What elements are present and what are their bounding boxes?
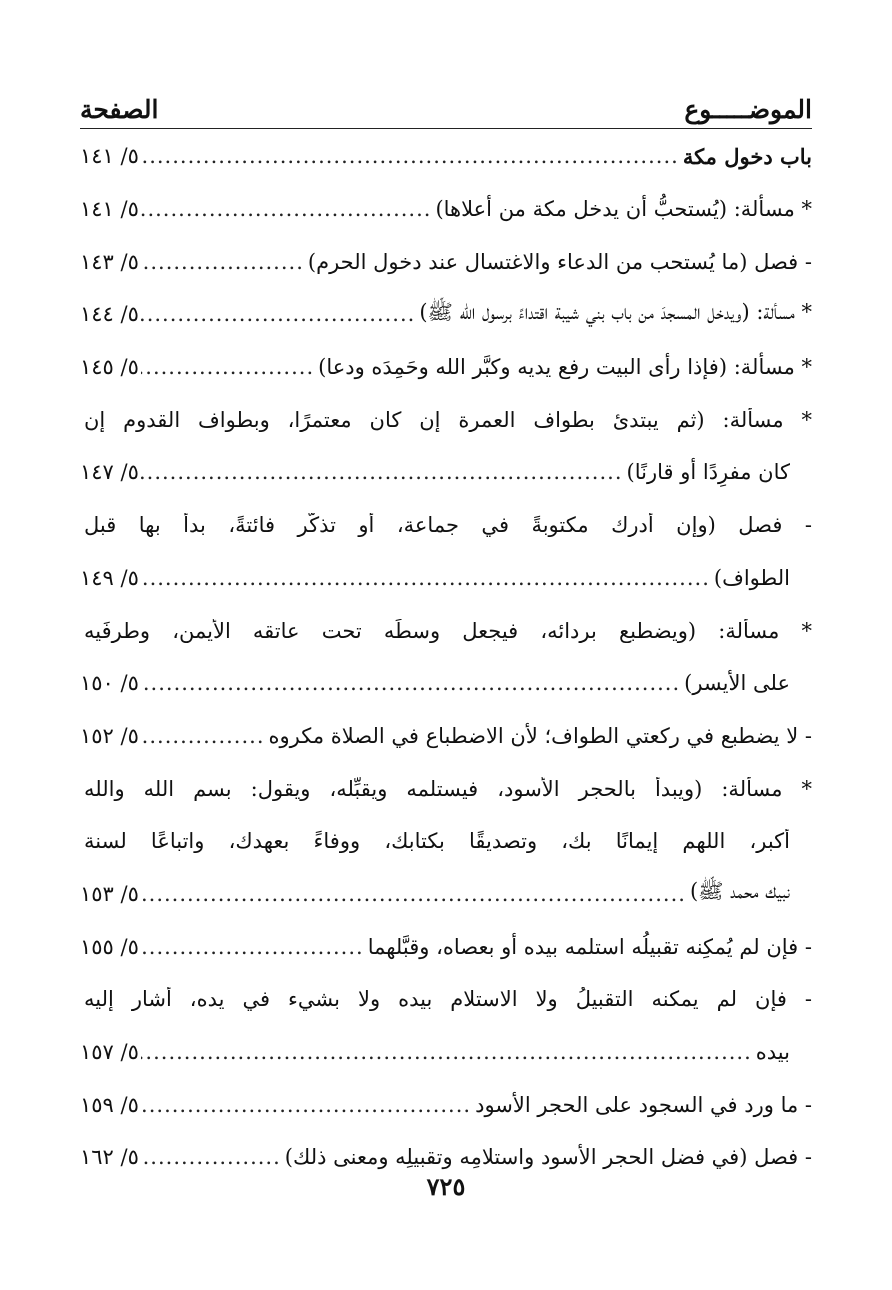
toc-entry xyxy=(80,920,812,973)
toc-leader-dots xyxy=(141,144,679,168)
toc-entry-page: ٥/ ١٤٧ xyxy=(80,460,139,485)
toc-entry-page: ٥/ ١٤٩ xyxy=(80,565,139,590)
toc-leader-dots xyxy=(141,1040,752,1064)
header-rule xyxy=(80,128,812,129)
toc-leader-dots xyxy=(141,566,710,590)
toc-entry-text: كان مفرِدًا أو قارنًا) xyxy=(626,460,790,485)
toc-entry xyxy=(80,973,812,1026)
toc-entry-page: ٥/ ١٥٥ xyxy=(80,934,139,959)
toc-entry-text: * مسألة: (ويدخل المسجدَ من باب بني شيبة اقتداءً برسول الله ﷺ) xyxy=(419,299,812,324)
toc-entry-page: ٥/ ١٤١ xyxy=(80,197,139,222)
toc-list xyxy=(80,130,812,1184)
toc-leader-dots xyxy=(141,1093,471,1117)
toc-entry xyxy=(80,341,812,394)
toc-entry xyxy=(80,815,812,868)
toc-entry xyxy=(80,1078,812,1131)
toc-entry-text: * مسألة: (فإذا رأى البيت رفع يديه وكبَّر الله وحَمِدَه ودعا) xyxy=(318,355,812,380)
toc-entry-text: * مسألة: (ثم يبتدئ بطواف العمرة إن كان معتمرًا، وبطواف القدوم إن xyxy=(84,407,812,432)
toc-entry-text: الطواف) xyxy=(713,565,790,590)
toc-entry-text: بيده xyxy=(755,1040,790,1065)
toc-entry-page: ٥/ ١٤٣ xyxy=(80,249,139,274)
toc-entry xyxy=(80,762,812,815)
toc-entry xyxy=(80,235,812,288)
toc-entry xyxy=(80,1026,812,1079)
toc-leader-dots xyxy=(141,671,680,695)
toc-leader-dots xyxy=(141,355,314,379)
toc-entry-page: ٥/ ١٤١ xyxy=(80,144,139,169)
toc-entry-page: ٥/ ١٦٢ xyxy=(80,1145,139,1170)
toc-entry xyxy=(80,710,812,763)
toc-entry xyxy=(80,130,812,183)
toc-entry xyxy=(80,183,812,236)
toc-entry-text: * مسألة: (ويضطبع بردائه، فيجعل وسطَه تحت عاتقه الأيمن، وطرفَيه xyxy=(84,618,812,643)
toc-entry-page: ٥/ ١٥٩ xyxy=(80,1092,139,1117)
page-number: ٧٢٥ xyxy=(426,1172,466,1201)
toc-entry-page: ٥/ ١٥٠ xyxy=(80,671,139,696)
toc-entry-text: - فصل (ما يُستحب من الدعاء والاغتسال عند دخول الحرم) xyxy=(307,249,812,274)
toc-entry-page: ٥/ ١٥٧ xyxy=(80,1040,139,1065)
toc-entry-text: * مسألة: (يُستحبُّ أن يدخل مكة من أعلاها) xyxy=(435,197,812,222)
toc-leader-dots xyxy=(141,935,364,959)
toc-entry xyxy=(80,552,812,605)
toc-entry xyxy=(80,393,812,446)
toc-header xyxy=(80,84,812,124)
toc-entry-text: نبيك محمد ﷺ) xyxy=(689,879,790,904)
toc-entry xyxy=(80,499,812,552)
toc-leader-dots xyxy=(141,882,686,906)
toc-entry xyxy=(80,657,812,710)
toc-leader-dots xyxy=(141,197,432,221)
toc-leader-dots xyxy=(141,1145,281,1169)
toc-entry-text: - لا يضطبع في ركعتي الطواف؛ لأن الاضطباع في الصلاة مكروه xyxy=(268,723,812,748)
toc-entry-page: ٥/ ١٥٢ xyxy=(80,723,139,748)
toc-entry xyxy=(80,604,812,657)
toc-entry-page: ٥/ ١٤٥ xyxy=(80,355,139,380)
toc-entry-page: ٥/ ١٤٤ xyxy=(80,302,139,327)
toc-entry-text: - فصل (وإن أدرك مكتوبةً في جماعة، أو تذكّر فائتةً، بدأ بها قبل xyxy=(84,513,812,538)
toc-entry-text: باب دخول مكة xyxy=(682,143,812,169)
page-column-label: الصفحة xyxy=(80,95,159,124)
toc-entry xyxy=(80,288,812,341)
toc-entry-text: * مسألة: (ويبدأ بالحجر الأسود، فيستلمه ويقبِّله، ويقول: بسم الله والله xyxy=(84,776,812,801)
toc-leader-dots xyxy=(141,302,415,326)
toc-entry xyxy=(80,446,812,499)
toc-entry-text: - ما ورد في السجود على الحجر الأسود xyxy=(475,1092,812,1117)
toc-entry-text: - فإن لم يمكنه التقبيلُ ولا الاستلام بيده ولا بشيء في يده، أشار إليه xyxy=(84,987,812,1012)
toc-entry-page: ٥/ ١٥٣ xyxy=(80,881,139,906)
toc-entry-text: - فإن لم يُمكِنه تقبيلُه استلمه بيده أو بعصاه، وقبَّلهما xyxy=(367,934,812,959)
toc-entry-text: على الأيسر) xyxy=(684,671,790,696)
toc-entry-text: أكبر، اللهم إيمانًا بك، وتصديقًا بكتابك، ووفاءً بعهدك، واتباعًا لسنة xyxy=(84,829,790,854)
topic-column-label: الموضـــــوع xyxy=(684,95,812,124)
toc-entry-text: - فصل (في فضل الحجر الأسود واستلامِه وتقبيلِه ومعنى ذلك) xyxy=(284,1145,812,1170)
toc-leader-dots xyxy=(141,460,623,484)
toc-entry xyxy=(80,868,812,921)
toc-leader-dots xyxy=(141,250,304,274)
toc-leader-dots xyxy=(141,724,265,748)
